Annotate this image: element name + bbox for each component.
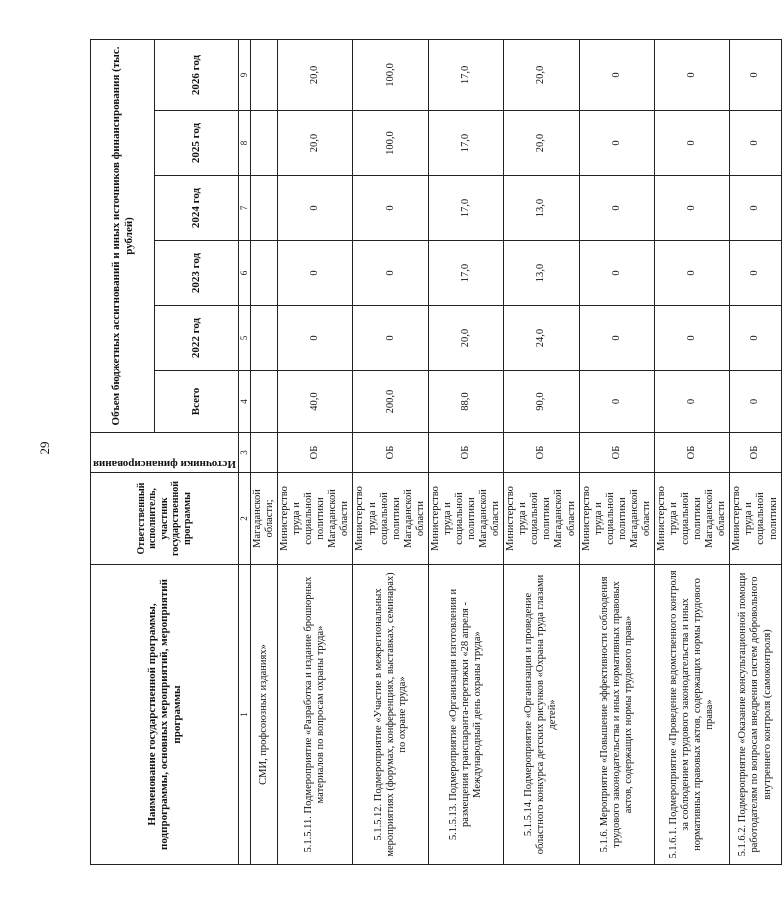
cell-2023: 0 bbox=[654, 241, 729, 306]
cell-2022: 24,0 bbox=[504, 306, 579, 371]
cell-name: 5.1.5.13. Подмероприятие «Организация изготовления и размещения транспаранта-перетяжки «28 апреля - Международный день охраны труда» bbox=[428, 565, 503, 865]
cell-2023: 0 bbox=[353, 241, 428, 306]
cell-2024: 0 bbox=[278, 176, 353, 241]
header-year-2023: 2023 год bbox=[155, 241, 239, 306]
cell-name: 5.1.6.1. Подмероприятие «Проведение ведомственного контроля за соблюдением трудового законодательства и иных нормативных правовых актов, содержащих нормы трудового права» bbox=[654, 565, 729, 865]
cell-2026: 17,0 bbox=[428, 39, 503, 110]
header-volume-group: Объем бюджетных ассигнований и иных источников финансирования (тыс. рублей) bbox=[91, 39, 155, 432]
col-number: 1 bbox=[238, 565, 250, 865]
cell-2026: 20,0 bbox=[278, 39, 353, 110]
cell-2025: 0 bbox=[654, 111, 729, 176]
table-row bbox=[278, 39, 353, 864]
cell-2026: 0 bbox=[730, 39, 781, 110]
cell-responsible: Министерство труда и социальной политики Магаданской области bbox=[353, 473, 428, 565]
cell-total: 0 bbox=[579, 371, 654, 433]
cell-2024: 0 bbox=[579, 176, 654, 241]
cell-2022: 0 bbox=[353, 306, 428, 371]
table-row bbox=[654, 39, 729, 864]
cell-2026: 100,0 bbox=[353, 39, 428, 110]
column-number-row bbox=[238, 39, 250, 864]
cell-2023: 0 bbox=[278, 241, 353, 306]
cell-2025: 17,0 bbox=[428, 111, 503, 176]
header-row-1 bbox=[91, 39, 155, 864]
cell-source: ОБ bbox=[579, 433, 654, 473]
header-total: Всего bbox=[155, 371, 239, 433]
cell-name: СМИ, профсоюзных изданиях» bbox=[250, 565, 277, 865]
cell-responsible: Министерство труда и социальной политики Магаданской области bbox=[504, 473, 579, 565]
cell-2025: 20,0 bbox=[278, 111, 353, 176]
cell-2022: 0 bbox=[730, 306, 781, 371]
cell-name: 5.1.5.11. Подмероприятие «Разработка и издание брошюрных материалов по вопросам охраны труда» bbox=[278, 565, 353, 865]
cell-2023 bbox=[250, 241, 277, 306]
cell-source: ОБ bbox=[353, 433, 428, 473]
cell-total: 0 bbox=[654, 371, 729, 433]
cell-responsible: Министерство труда и социальной политики Магаданской области bbox=[428, 473, 503, 565]
cell-2025 bbox=[250, 111, 277, 176]
cell-2022: 20,0 bbox=[428, 306, 503, 371]
cell-2024: 0 bbox=[353, 176, 428, 241]
header-year-2025: 2025 год bbox=[155, 111, 239, 176]
col-number: 5 bbox=[238, 306, 250, 371]
table-row bbox=[730, 39, 781, 864]
cell-total: 90,0 bbox=[504, 371, 579, 433]
cell-responsible: Магаданской области; bbox=[250, 473, 277, 565]
cell-2022: 0 bbox=[654, 306, 729, 371]
cell-responsible: Министерство труда и социальной политики Магаданской области bbox=[278, 473, 353, 565]
cell-name: 5.1.5.14. Подмероприятие «Организация и проведение областного конкурса детских рисунков «Охрана труда глазами детей» bbox=[504, 565, 579, 865]
cell-2026 bbox=[250, 39, 277, 110]
cell-2024: 0 bbox=[730, 176, 781, 241]
cell-total: 40,0 bbox=[278, 371, 353, 433]
header-source-text: Источники финансирования bbox=[93, 458, 236, 470]
cell-responsible: Министерство труда и социальной политики Магаданской области bbox=[654, 473, 729, 565]
cell-2022: 0 bbox=[278, 306, 353, 371]
cell-2024: 0 bbox=[654, 176, 729, 241]
header-source bbox=[91, 433, 239, 473]
col-number: 3 bbox=[238, 433, 250, 473]
cell-2025: 20,0 bbox=[504, 111, 579, 176]
cell-2022 bbox=[250, 306, 277, 371]
cell-2024 bbox=[250, 176, 277, 241]
cell-2026: 0 bbox=[654, 39, 729, 110]
header-responsible: Ответственный исполнитель, участник государственной программы bbox=[91, 473, 239, 565]
cell-name: 5.1.5.12. Подмероприятие «Участие в межрегиональных мероприятиях (форумах, конференциях, выставках, семинарах) по охране труда» bbox=[353, 565, 428, 865]
rotated-table-container bbox=[90, 40, 779, 865]
col-number: 6 bbox=[238, 241, 250, 306]
cell-2022: 0 bbox=[579, 306, 654, 371]
cell-source bbox=[250, 433, 277, 473]
cell-2026: 20,0 bbox=[504, 39, 579, 110]
table-row bbox=[579, 39, 654, 864]
cell-2023: 0 bbox=[579, 241, 654, 306]
cell-name: 5.1.6. Мероприятие «Повышение эффективности соблюдения трудового законодательства и иных нормативных правовых актов, содержащих нормы трудового права» bbox=[579, 565, 654, 865]
cell-source: ОБ bbox=[278, 433, 353, 473]
table-row bbox=[250, 39, 277, 864]
cell-name: 5.1.6.2. Подмероприятие «Оказание консультационной помощи работодателям по вопросам внедрения систем добровольного внутреннего контроля (самоконтроля) bbox=[730, 565, 781, 865]
cell-source: ОБ bbox=[504, 433, 579, 473]
table-row bbox=[504, 39, 579, 864]
cell-total: 0 bbox=[730, 371, 781, 433]
rotated-table-wrapper bbox=[90, 40, 779, 865]
table-row bbox=[428, 39, 503, 864]
cell-source: ОБ bbox=[730, 433, 781, 473]
table-row bbox=[353, 39, 428, 864]
cell-total bbox=[250, 371, 277, 433]
col-number: 8 bbox=[238, 111, 250, 176]
cell-2024: 13,0 bbox=[504, 176, 579, 241]
cell-total: 88,0 bbox=[428, 371, 503, 433]
header-year-2026: 2026 год bbox=[155, 39, 239, 110]
cell-2023: 0 bbox=[730, 241, 781, 306]
col-number: 7 bbox=[238, 176, 250, 241]
cell-responsible: Министерство труда и социальной политики Магаданской области bbox=[579, 473, 654, 565]
cell-2024: 17,0 bbox=[428, 176, 503, 241]
col-number: 4 bbox=[238, 371, 250, 433]
cell-total: 200,0 bbox=[353, 371, 428, 433]
cell-source: ОБ bbox=[428, 433, 503, 473]
cell-2025: 100,0 bbox=[353, 111, 428, 176]
cell-2023: 13,0 bbox=[504, 241, 579, 306]
page-number: 29 bbox=[37, 441, 52, 455]
header-year-2024: 2024 год bbox=[155, 176, 239, 241]
cell-2023: 17,0 bbox=[428, 241, 503, 306]
cell-responsible: Министерство труда и социальной политики bbox=[730, 473, 781, 565]
cell-2025: 0 bbox=[730, 111, 781, 176]
col-number: 2 bbox=[238, 473, 250, 565]
col-number: 9 bbox=[238, 39, 250, 110]
cell-source: ОБ bbox=[654, 433, 729, 473]
cell-2025: 0 bbox=[579, 111, 654, 176]
header-year-2022: 2022 год bbox=[155, 306, 239, 371]
cell-2026: 0 bbox=[579, 39, 654, 110]
financing-table bbox=[90, 39, 782, 865]
header-name: Наименование государственной программы, подпрограммы, основных мероприятий, мероприятий программы bbox=[91, 565, 239, 865]
